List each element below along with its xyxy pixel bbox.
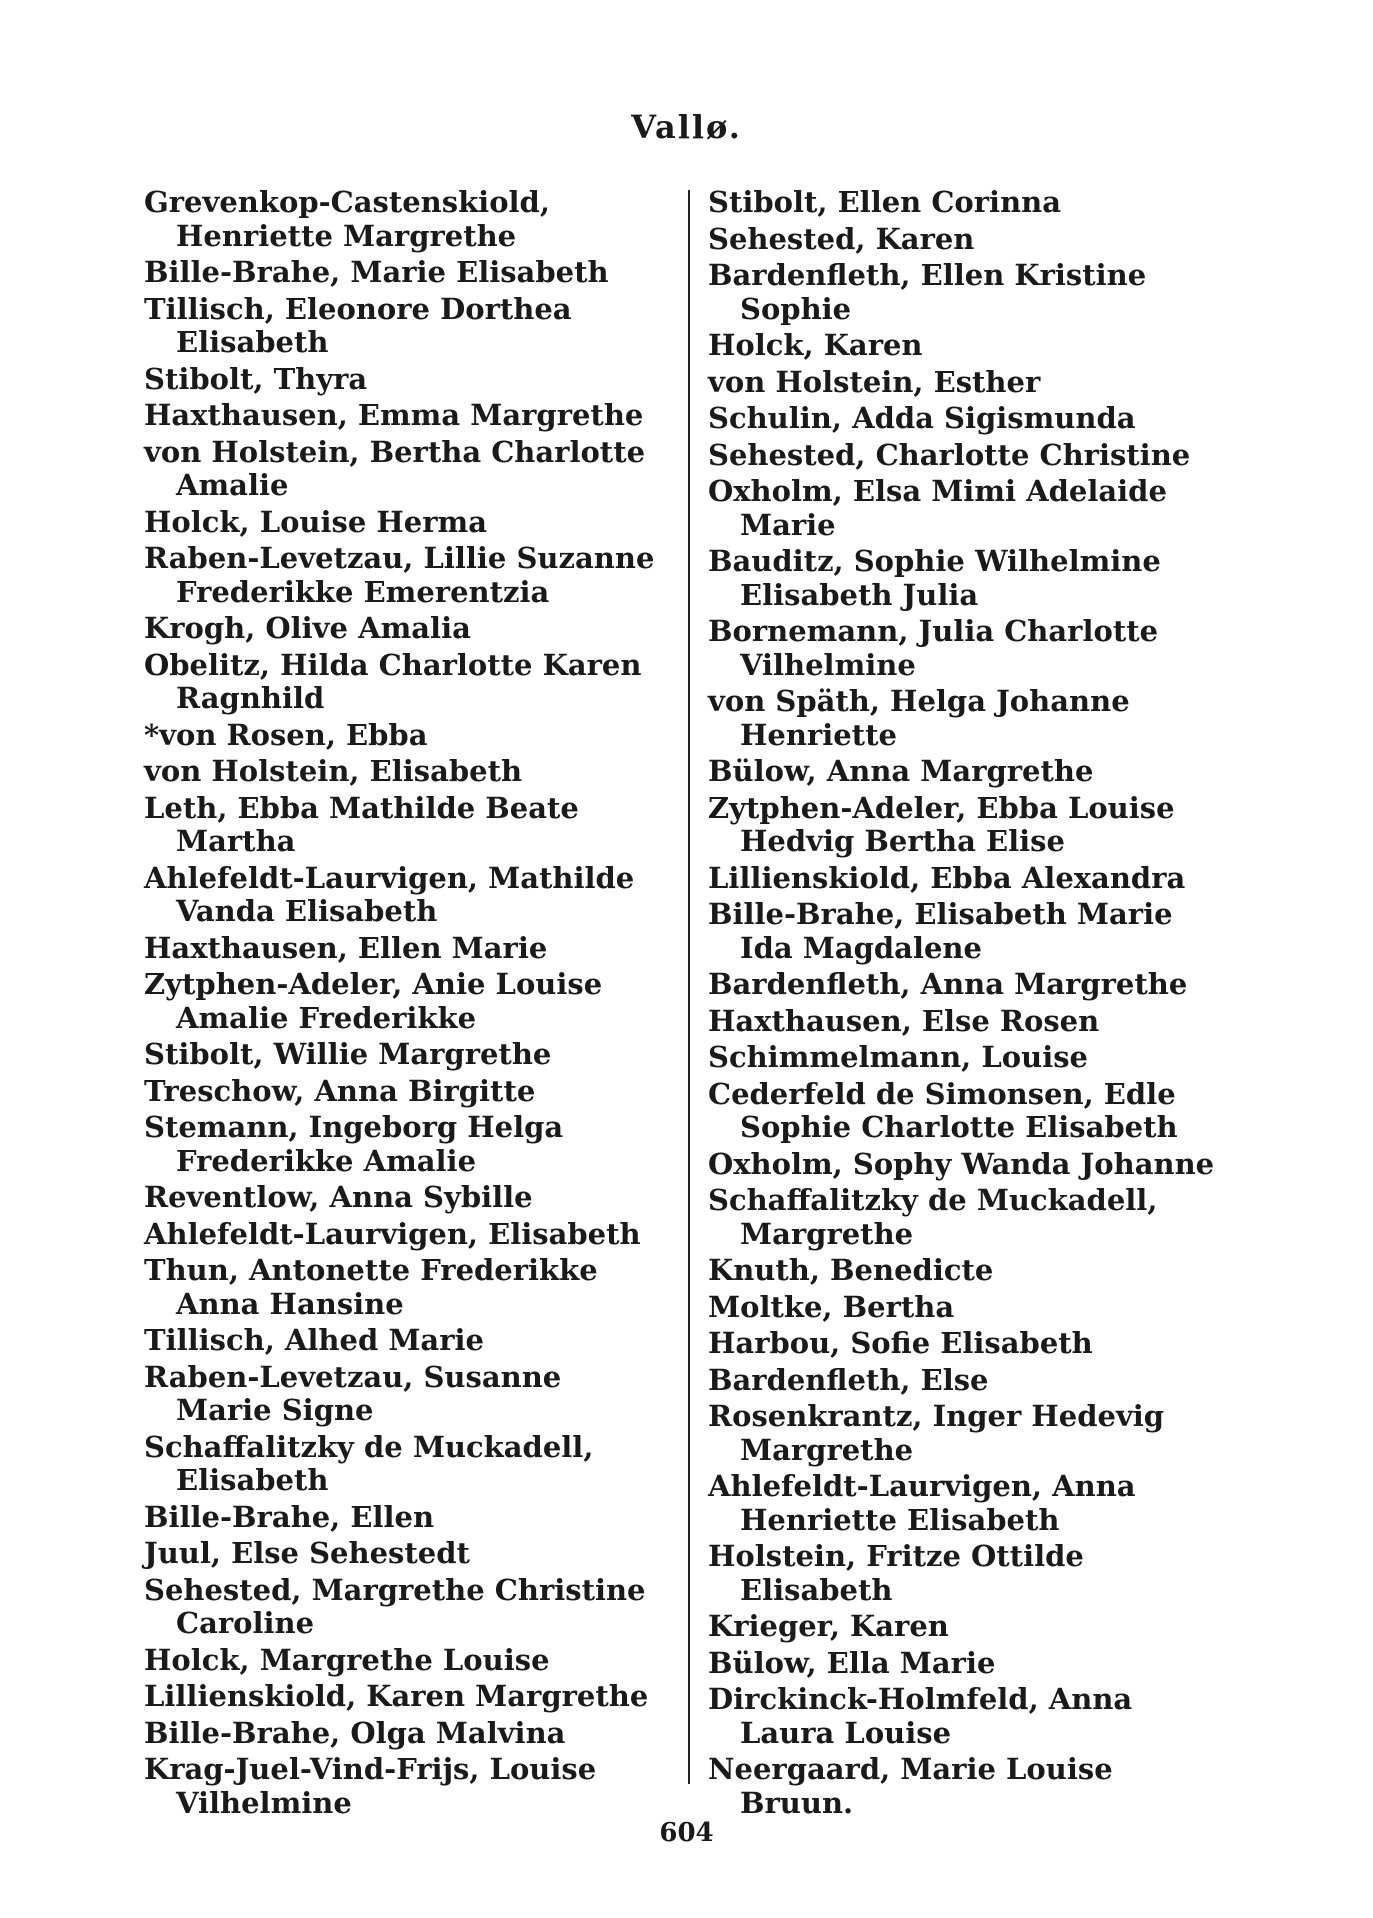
list-item: Holstein, Fritze Ottilde Elisabeth	[708, 1539, 1084, 1607]
list-item: Zytphen-Adeler, Anie Louise Amalie Frederikke	[144, 967, 603, 1035]
list-item: Holck, Louise Herma	[144, 504, 488, 539]
list-item: Bille-Brahe, Ellen	[144, 1499, 435, 1534]
list-item: Thun, Antonette Frederikke Anna Hansine	[144, 1253, 598, 1321]
list-item: Stibolt, Thyra	[144, 361, 368, 396]
list-item: Schaffalitzky de Muckadell, Elisabeth	[144, 1429, 594, 1497]
list-item: Leth, Ebba Mathilde Beate Martha	[144, 790, 579, 858]
list-item: Bille-Brahe, Olga Malvina	[144, 1715, 566, 1750]
list-item: Bardenfleth, Else	[708, 1362, 989, 1397]
list-item: Holck, Margrethe Louise	[144, 1642, 550, 1677]
list-item: Knuth, Benedicte	[708, 1253, 994, 1287]
list-item: Haxthausen, Else Rosen	[708, 1003, 1100, 1038]
list-item: Reventlow, Anna Sybille	[144, 1180, 533, 1214]
list-item: Lillienskiold, Karen Margrethe	[144, 1679, 649, 1713]
list-item: Ahlefeldt-Laurvigen, Mathilde Vanda Elisabeth	[144, 860, 635, 928]
column-divider	[688, 190, 690, 1784]
list-item: Harbou, Sofie Elisabeth	[708, 1326, 1093, 1360]
list-item: Tillisch, Alhed Marie	[144, 1323, 484, 1357]
list-item: Juul, Else Sehestedt	[144, 1536, 470, 1570]
list-item: Treschow, Anna Birgitte	[144, 1073, 536, 1108]
list-item: von Holstein, Elisabeth	[144, 754, 523, 788]
list-item: Sehested, Karen	[708, 221, 975, 256]
list-item: Haxthausen, Emma Margrethe	[144, 398, 644, 432]
list-item: Stemann, Ingeborg Helga Frederikke Amalie	[144, 1110, 564, 1178]
list-item: Oxholm, Sophy Wanda Johanne	[708, 1146, 1215, 1181]
list-item: Moltke, Bertha	[708, 1289, 955, 1324]
list-item: Stibolt, Willie Margrethe	[144, 1037, 552, 1071]
list-item: *von Rosen, Ebba	[144, 717, 428, 752]
list-item: Bardenfleth, Ellen Kristine Sophie	[708, 258, 1147, 326]
list-item: von Späth, Helga Johanne Henriette	[708, 684, 1130, 752]
list-item: Ahlefeldt-Laurvigen, Anna Henriette Elisabeth	[708, 1469, 1136, 1537]
list-item: Neergaard, Marie Louise Bruun.	[708, 1752, 1113, 1820]
list-item: Tillisch, Eleonore Dorthea Elisabeth	[144, 291, 572, 359]
list-item: Bardenfleth, Anna Margrethe	[708, 967, 1188, 1001]
list-item: Oxholm, Elsa Mimi Adelaide Marie	[708, 474, 1167, 542]
left-column	[144, 186, 664, 1823]
list-item: Sehested, Charlotte Christine	[708, 437, 1191, 472]
list-item: Krogh, Olive Amalia	[144, 611, 471, 645]
list-item: Lillienskiold, Ebba Alexandra	[708, 860, 1186, 895]
list-item: von Holstein, Esther	[708, 364, 1041, 399]
list-item: Bille-Brahe, Marie Elisabeth	[144, 255, 609, 289]
list-item: Raben-Levetzau, Lillie Suzanne Frederikke Emerentzia	[144, 541, 655, 609]
list-item: Rosenkrantz, Inger Hedevig Margrethe	[708, 1399, 1165, 1467]
list-item: Bornemann, Julia Charlotte Vilhelmine	[708, 614, 1159, 682]
list-item: Cederfeld de Simonsen, Edle Sophie Charlotte Elisabeth	[708, 1076, 1178, 1144]
list-item: Krag-Juel-Vind-Frijs, Louise Vilhelmine	[144, 1752, 597, 1820]
list-item: Schaffalitzky de Muckadell, Margrethe	[708, 1183, 1158, 1251]
list-item: Stibolt, Ellen Corinna	[708, 185, 1062, 219]
list-item: Bülow, Ella Marie	[708, 1645, 996, 1680]
list-item: von Holstein, Bertha Charlotte Amalie	[144, 434, 646, 502]
list-item: Bille-Brahe, Elisabeth Marie Ida Magdalene	[708, 897, 1173, 965]
page-number: 604	[659, 1818, 714, 1848]
list-item: Obelitz, Hilda Charlotte Karen Ragnhild	[144, 647, 642, 715]
list-item: Dirckinck-Holmfeld, Anna Laura Louise	[708, 1682, 1133, 1750]
list-item: Schulin, Adda Sigismunda	[708, 401, 1136, 435]
list-item: Ahlefeldt-Laurvigen, Elisabeth	[144, 1216, 641, 1251]
list-item: Raben-Levetzau, Susanne Marie Signe	[144, 1359, 562, 1427]
list-item: Grevenkop-Castenskiold, Henriette Margrethe	[144, 185, 550, 253]
list-item: Zytphen-Adeler, Ebba Louise Hedvig Bertha Elise	[708, 790, 1175, 858]
page-title: Vallø.	[631, 108, 742, 146]
list-item: Holck, Karen	[708, 328, 923, 362]
list-item: Bülow, Anna Margrethe	[708, 754, 1094, 788]
right-column	[708, 186, 1228, 1823]
list-item: Haxthausen, Ellen Marie	[144, 930, 548, 965]
list-item: Bauditz, Sophie Wilhelmine Elisabeth Julia	[708, 544, 1161, 612]
list-item: Sehested, Margrethe Christine Caroline	[144, 1572, 646, 1640]
list-item: Krieger, Karen	[708, 1609, 949, 1643]
list-item: Schimmelmann, Louise	[708, 1040, 1088, 1074]
